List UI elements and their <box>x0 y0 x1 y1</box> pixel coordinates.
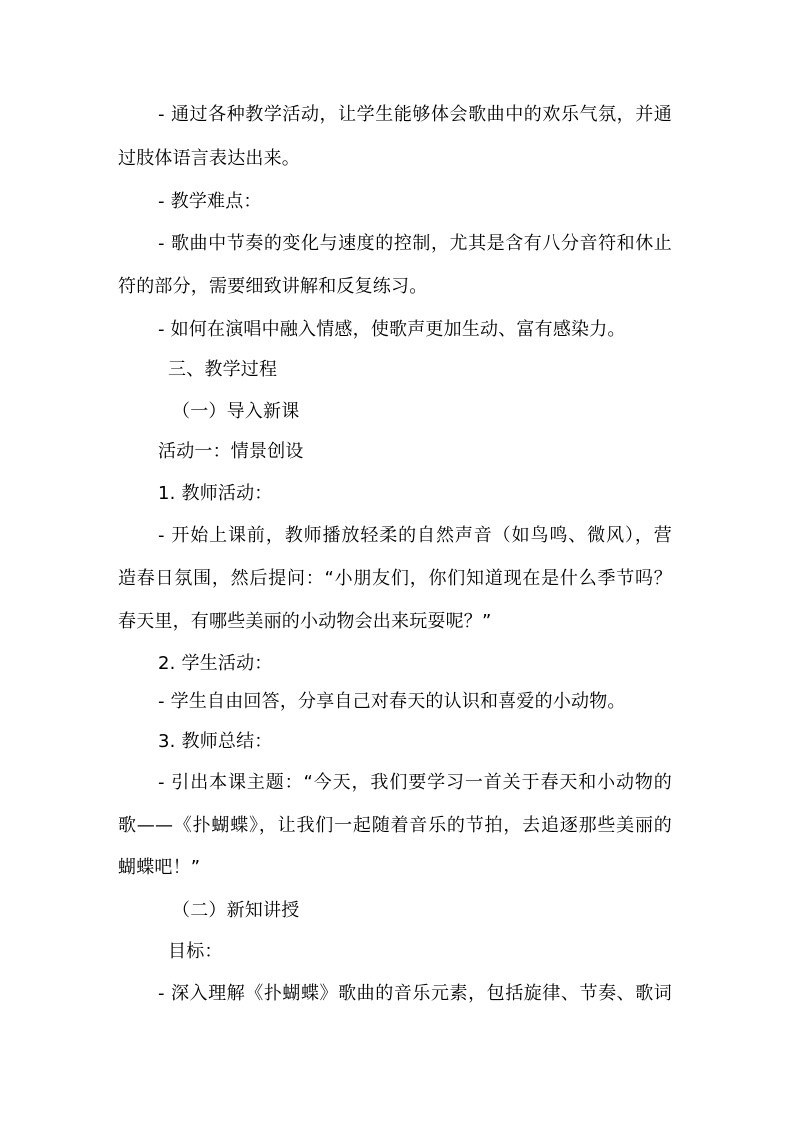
paragraph-line: 歌——《扑蝴蝶》，让我们一起随着音乐的节拍，去追逐那些美丽的 <box>118 815 672 836</box>
paragraph-line: - 教学难点： <box>158 191 262 212</box>
paragraph-line: 活动一：情景创设 <box>158 441 304 462</box>
numbered-item: 3. 教师总结： <box>158 731 273 752</box>
paragraph-line: 过肢体语言表达出来。 <box>118 148 300 169</box>
paragraph-line: - 开始上课前，教师播放轻柔的自然声音（如鸟鸣、微风），营 <box>158 525 672 546</box>
paragraph-line: - 学生自由回答，分享自己对春天的认识和喜爱的小动物。 <box>158 691 626 712</box>
paragraph-line: 目标： <box>168 941 223 962</box>
section-heading: 三、教学过程 <box>168 359 278 380</box>
subsection-heading: （一）导入新课 <box>172 401 300 422</box>
paragraph-line: - 如何在演唱中融入情感，使歌声更加生动、富有感染力。 <box>158 319 626 340</box>
numbered-item: 2. 学生活动： <box>158 653 273 674</box>
paragraph-line: - 深入理解《扑蝴蝶》歌曲的音乐元素，包括旋律、节奏、歌词 <box>158 983 672 1004</box>
paragraph-line: 春天里，有哪些美丽的小动物会出来玩耍呢？” <box>118 611 492 632</box>
paragraph-line: 造春日氛围，然后提问：“小朋友们，你们知道现在是什么季节吗？ <box>118 568 672 589</box>
paragraph-line: 符的部分，需要细致讲解和反复练习。 <box>118 276 428 297</box>
paragraph-line: - 通过各种教学活动，让学生能够体会歌曲中的欢乐气氛，并通 <box>158 104 672 125</box>
paragraph-line: - 歌曲中节奏的变化与速度的控制，尤其是含有八分音符和休止 <box>158 233 672 254</box>
paragraph-line: - 引出本课主题：“今天，我们要学习一首关于春天和小动物的 <box>158 772 672 793</box>
paragraph-line: 蝴蝶吧！” <box>118 857 201 878</box>
numbered-item: 1. 教师活动： <box>158 483 273 504</box>
subsection-heading: （二）新知讲授 <box>172 900 300 921</box>
